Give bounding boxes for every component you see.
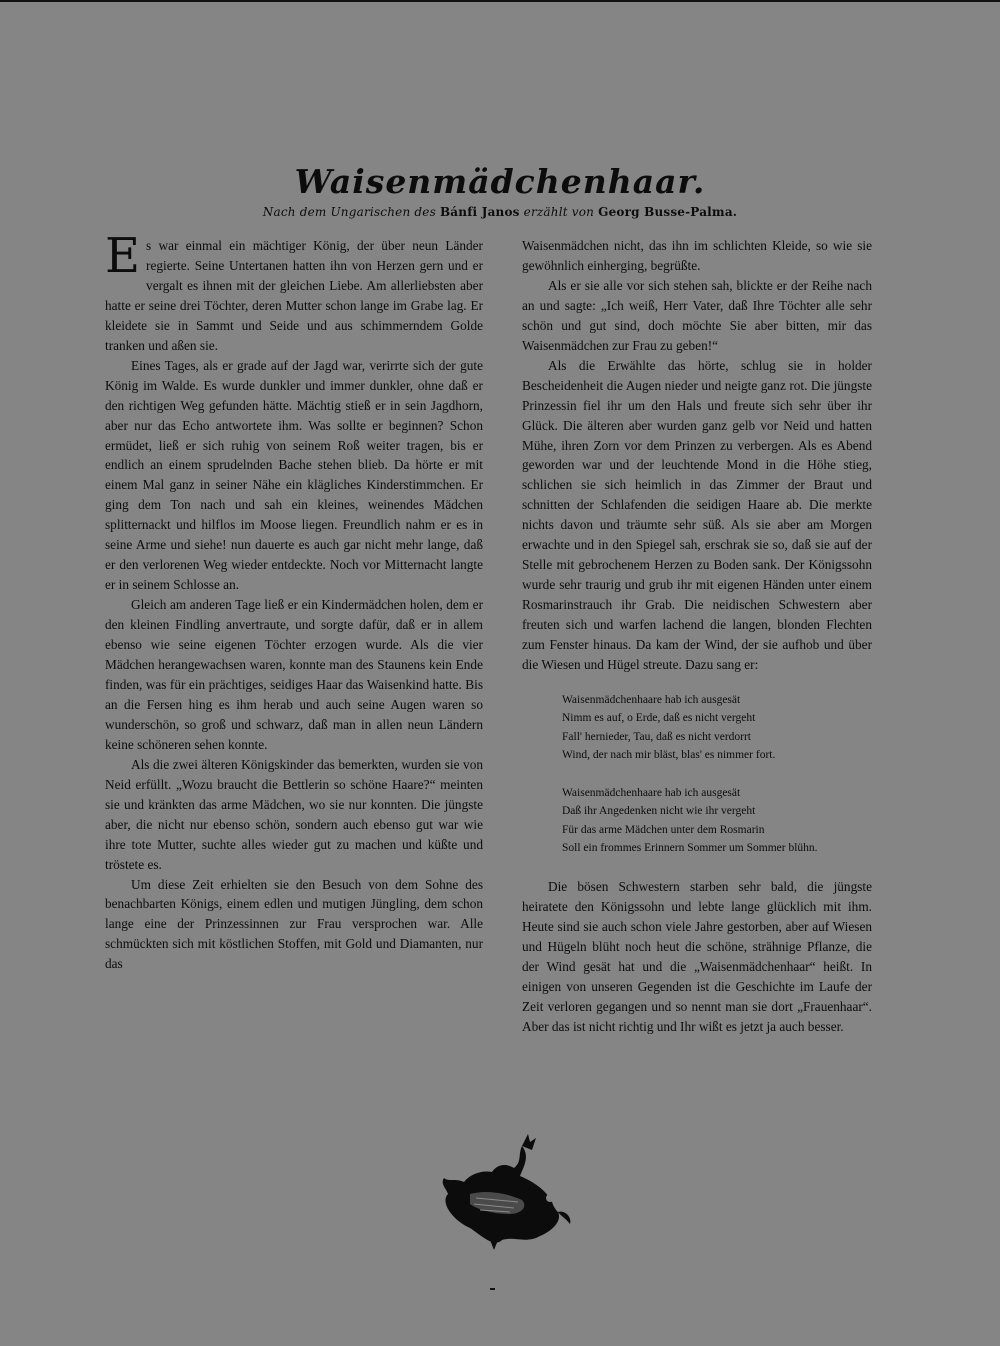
page-title: Waisenmädchenhaar. (294, 162, 706, 201)
paragraph: Es war einmal ein mächtiger König, der über neun Länder regierte. Seine Untertanen hatten ihn von Herzen gern und er vergalt es ihnen mit der gleichen Liebe. Am allerliebsten aber hatte er seine drei Töchter, deren Mutter schon lange im Grabe lag. Er kleidete sie in Sammt und Seide und aus schimmerndem Golde tranken und aßen sie. (105, 228, 483, 353)
poem-line: Nimm es auf, o Erde, daß es nicht vergeht (562, 712, 756, 725)
byline (0, 204, 1000, 220)
byline-middle: erzählt von (523, 205, 595, 219)
poem-line: Fall' hernieder, Tau, daß es nicht verdorrt (562, 730, 752, 743)
paragraph: Als er sie alle vor sich stehen sah, blickte er der Reihe nach an und sagte: „Ich weiß, Herr Vater, daß Ihre Töchter alle sehr schön und gut sind, doch möchte Sie aber bitten, mir das Waisenmädchen zur Frau zu geben!“ (522, 277, 872, 353)
byline-translator: Georg Busse-Palma. (598, 205, 738, 219)
right-column (522, 236, 872, 1037)
poem-line: Für das arme Mädchen unter dem Rosmarin (562, 823, 765, 836)
paragraph: Als die Erwählte das hörte, schlug sie in holder Bescheidenheit die Augen nieder und neigte ganz rot. Die jüngste Prinzessin fiel ihr um den Hals und freute sich sehr über ihr Glück. Die älteren aber wurden ganz gelb vor Neid und hatten Mühe, ihren Zorn vor dem Prinzen zu verbergen. Als es Abend geworden war und der leuchtende Mond in die Höhe stieg, schlichen sie sich heimlich in das Zimmer der Braut und schnitten der Schlafenden die seidigen Haare ab. Die merkte nichts davon und träumte sehr süß. Als sie aber am Morgen erwachte und in den Spiegel sah, erschrak sie so, daß sie auf der Stelle mit gebrochenem Herzen zu Boden sank. Der Königssohn wurde sehr traurig und grub ihr mit eigenen Händen unter einem Rosmarinstrauch ihr Grab. Die neidischen Schwestern aber freuten sich und warfen lachend die langen, blonden Flechten zum Fenster hinaus. Da kam der Wind, der sie aufhob und über die Wiesen und Hügel streute. Dazu sang er: (522, 357, 872, 673)
paragraph: Um diese Zeit erhielten sie den Besuch von dem Sohne des benachbarten Königs, einem edlen und mutigen Jüngling, dem schon lange eine der Prinzessinnen zur Frau versprochen war. Alle schmückten sich mit köstlichen Stoffen, mit Gold und Diamanten, nur das (105, 876, 483, 972)
page-mark (490, 1288, 495, 1290)
poem-line: Wind, der nach mir bläst, blas' es nimmer fort. (562, 749, 776, 762)
poem (562, 691, 872, 858)
paragraph: Eines Tages, als er grade auf der Jagd war, verirrte sich der gute König im Walde. Es wurde dunkler und immer dunkler, ohne daß er den richtigen Weg gefunden hätte. Mächtig stieß er in sein Jagdhorn, aber nur das Echo antwortete ihm. Was sollte er beginnen? Schon ermüdet, ließ er sich ruhig von seinem Roß weiter tragen, bis er endlich an einem sprudelnden Bache stehen blieb. Da hörte er mit einem Mal ganz in seiner Nähe ein klägliches Kinderstimmchen. Er ging dem Ton nach und sah ein kleines, weinendes Mädchen splitternackt und hilflos im Moose liegen. Freundlich nahm er es in seine Arme und siehe! nun dauerte es auch gar nicht mehr lange, daß er den verlorenen Weg wieder entdeckte. Noch vor Mitternacht langte er in seinem Schlosse an. (105, 357, 483, 593)
byline-prefix: Nach dem Ungarischen des (262, 205, 436, 219)
drop-cap: E (105, 228, 141, 284)
poem-line: Waisenmädchenhaare hab ich ausgesät (562, 693, 741, 706)
paragraph: Waisenmädchen nicht, das ihn im schlichten Kleide, so wie sie gewöhnlich einherging, begrüßte. (522, 238, 872, 273)
poem-stanza (562, 784, 872, 858)
poem-line: Waisenmädchenhaare hab ich ausgesät (562, 786, 741, 799)
top-rule (0, 0, 1000, 2)
bird-nest-vignette-icon (430, 1132, 575, 1256)
byline-author: Bánfi Janos (439, 205, 520, 219)
poem-line: Daß ihr Angedenken nicht wie ihr vergeht (562, 805, 756, 818)
paragraph: Gleich am anderen Tage ließ er ein Kindermädchen holen, dem er den kleinen Findling anvertraute, und sorgte dafür, daß er in allem ebenso wie seine eigenen Töchter erzogen wurde. Als die vier Mädchen herangewachsen waren, konnte man des Staunens kein Ende finden, was für ein prächtiges, seidiges Haar das Waisenkind hatte. Bis an die Fersen hing es ihm herab und auch seine Augen waren so wunderschön, so groß und schwarz, daß man in allen neun Ländern keine schöneren sehen konnte. (105, 597, 483, 752)
paragraph: Als die zwei älteren Königskinder das bemerkten, wurden sie von Neid erfüllt. „Wozu braucht die Bettlerin so schöne Haare?“ meinten sie und kränkten das arme Mädchen, wo sie nur konnten. Die jüngste aber, die nicht nur ebenso schön, sondern auch ebenso gut war wie ihre tote Mutter, suchte alles wieder gut zu machen und küßte und tröstete es. (105, 756, 483, 872)
paragraph: Die bösen Schwestern starben sehr bald, die jüngste heiratete den Königssohn und lebte lange glücklich mit ihm. Heute sind sie auch schon viele Jahre gestorben, aber auf Wiesen und Hügeln blüht noch heut die schöne, strähnige Pflanze, die der Wind gesät hat und die „Waisenmädchenhaar“ heißt. In einigen von unseren Gegenden ist die Geschichte im Laufe der Zeit verloren gegangen und so nennt man sie dort „Frauenhaar“. Aber das ist nicht richtig und Ihr wißt es jetzt ja auch besser. (522, 878, 872, 1034)
left-column (105, 228, 483, 974)
poem-line: Soll ein frommes Erinnern Sommer um Sommer blühn. (562, 842, 818, 855)
poem-stanza (562, 691, 872, 765)
